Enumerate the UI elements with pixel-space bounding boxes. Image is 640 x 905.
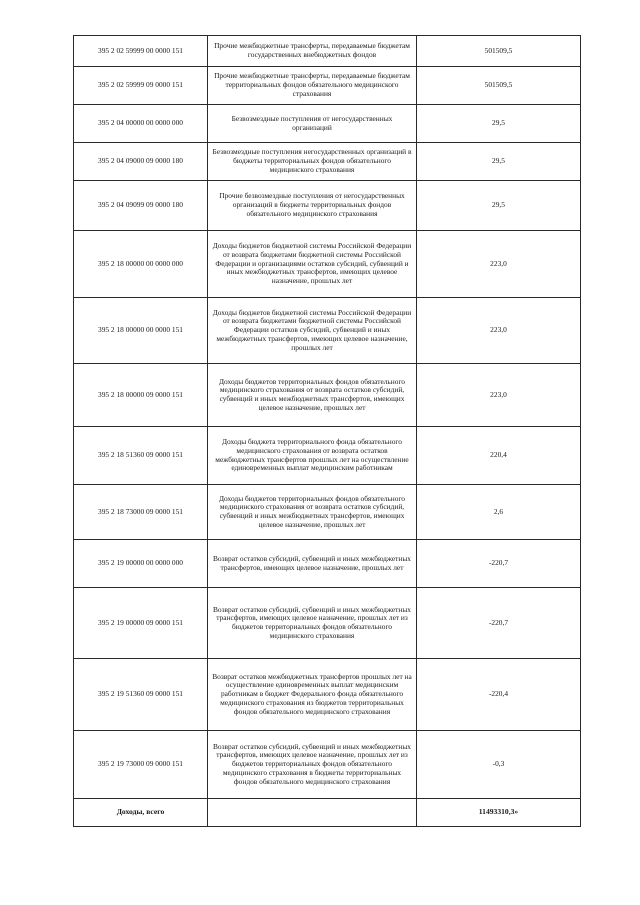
table-row [74, 143, 581, 181]
budget-code-cell: 395 2 02 59999 00 0000 151 [74, 36, 208, 67]
budget-code-cell: 395 2 19 00000 00 0000 000 [74, 540, 208, 588]
table-row [74, 485, 581, 540]
income-name-cell: Безвозмездные поступления от негосударственных организаций [208, 105, 417, 143]
table-row [74, 731, 581, 799]
amount-cell: 220,4 [417, 427, 581, 485]
table-row [74, 231, 581, 298]
table-row [74, 298, 581, 364]
amount-cell: 2,6 [417, 485, 581, 540]
income-name-cell: Безвозмездные поступления негосударственных организаций в бюджеты территориальных фондов обязательного медицинского страхования [208, 143, 417, 181]
amount-cell: -220,7 [417, 540, 581, 588]
table-row [74, 36, 581, 67]
income-name-cell: Возврат остатков субсидий, субвенций и иных межбюджетных трансфертов, имеющих целевое назначение, прошлых лет из бюджетов территориальных фондов обязательного медицинского страхования [208, 588, 417, 659]
budget-code-cell: 395 2 18 00000 09 0000 151 [74, 364, 208, 427]
income-name-cell: Доходы бюджета территориального фонда обязательного медицинского страхования от возврата остатков межбюджетных трансфертов прошлых лет на осуществление единовременных выплат медицинским работникам [208, 427, 417, 485]
budget-code-cell: 395 2 19 73000 09 0000 151 [74, 731, 208, 799]
amount-cell: 29,5 [417, 105, 581, 143]
income-name-cell: Прочие межбюджетные трансферты, передаваемые бюджетам территориальных фондов обязательного медицинского страхования [208, 67, 417, 105]
budget-code-cell: 395 2 18 00000 00 0000 151 [74, 298, 208, 364]
income-name-cell: Доходы бюджетов бюджетной системы Российской Федерации от возврата бюджетами бюджетной системы Российской Федерации остатков субсидий, субвенций и иных межбюджетных трансфертов, имеющих целевое назначение, прошлых лет [208, 298, 417, 364]
amount-cell: 501509,5 [417, 67, 581, 105]
budget-code-cell: 395 2 04 09099 09 0000 180 [74, 181, 208, 231]
budget-income-table [73, 35, 581, 827]
table-row [74, 364, 581, 427]
amount-cell: 223,0 [417, 231, 581, 298]
budget-code-cell: 395 2 18 73000 09 0000 151 [74, 485, 208, 540]
total-label: Доходы, всего [74, 799, 208, 827]
table-body [74, 36, 581, 799]
table-row [74, 67, 581, 105]
total-amount: 11493310,3» [417, 799, 581, 827]
budget-code-cell: 395 2 19 00000 09 0000 151 [74, 588, 208, 659]
amount-cell: 29,5 [417, 181, 581, 231]
budget-code-cell: 395 2 18 00000 00 0000 000 [74, 231, 208, 298]
income-name-cell: Прочие безвозмездные поступления от негосударственных организаций в бюджеты территориальных фондов обязательного медицинского страхования [208, 181, 417, 231]
amount-cell: 29,5 [417, 143, 581, 181]
amount-cell: 501509,5 [417, 36, 581, 67]
amount-cell: -220,4 [417, 659, 581, 731]
table-row [74, 540, 581, 588]
income-name-cell: Доходы бюджетов бюджетной системы Российской Федерации от возврата бюджетами бюджетной системы Российской Федерации и организациями остатков субсидий, субвенций и иных межбюджетных трансфертов, имеющих целевое назначение, прошлых лет [208, 231, 417, 298]
income-name-cell: Прочие межбюджетные трансферты, передаваемые бюджетам государственных внебюджетных фондов [208, 36, 417, 67]
income-name-cell: Возврат остатков межбюджетных трансфертов прошлых лет на осуществление единовременных выплат медицинским работникам в бюджет Федерального фонда обязательного медицинского страхования из бюджетов территориальных фондов обязательного медицинского страхования [208, 659, 417, 731]
table-row [74, 427, 581, 485]
income-name-cell: Возврат остатков субсидий, субвенций и иных межбюджетных трансфертов, имеющих целевое назначение, прошлых лет [208, 540, 417, 588]
table-row [74, 588, 581, 659]
amount-cell: 223,0 [417, 298, 581, 364]
amount-cell: -220,7 [417, 588, 581, 659]
amount-cell: 223,0 [417, 364, 581, 427]
budget-code-cell: 395 2 04 00000 00 0000 000 [74, 105, 208, 143]
budget-code-cell: 395 2 19 51360 09 0000 151 [74, 659, 208, 731]
table-row [74, 105, 581, 143]
table-row [74, 659, 581, 731]
budget-code-cell: 395 2 04 09000 09 0000 180 [74, 143, 208, 181]
income-name-cell: Доходы бюджетов территориальных фондов обязательного медицинского страхования от возврата остатков субсидий, субвенций и иных межбюджетных трансфертов, имеющих целевое назначение, прошлых лет [208, 364, 417, 427]
budget-code-cell: 395 2 18 51360 09 0000 151 [74, 427, 208, 485]
table-row [74, 181, 581, 231]
amount-cell: -0,3 [417, 731, 581, 799]
income-name-cell: Доходы бюджетов территориальных фондов обязательного медицинского страхования от возврата остатков субсидий, субвенций и иных межбюджетных трансфертов, имеющих целевое назначение, прошлых лет [208, 485, 417, 540]
total-name-cell [208, 799, 417, 827]
income-name-cell: Возврат остатков субсидий, субвенций и иных межбюджетных трансфертов, имеющих целевое назначение, прошлых лет из бюджетов территориальных фондов обязательного медицинского страхования в бюджеты территориальных фондов обязательного медицинского страхования [208, 731, 417, 799]
budget-code-cell: 395 2 02 59999 09 0000 151 [74, 67, 208, 105]
total-row [74, 799, 581, 827]
